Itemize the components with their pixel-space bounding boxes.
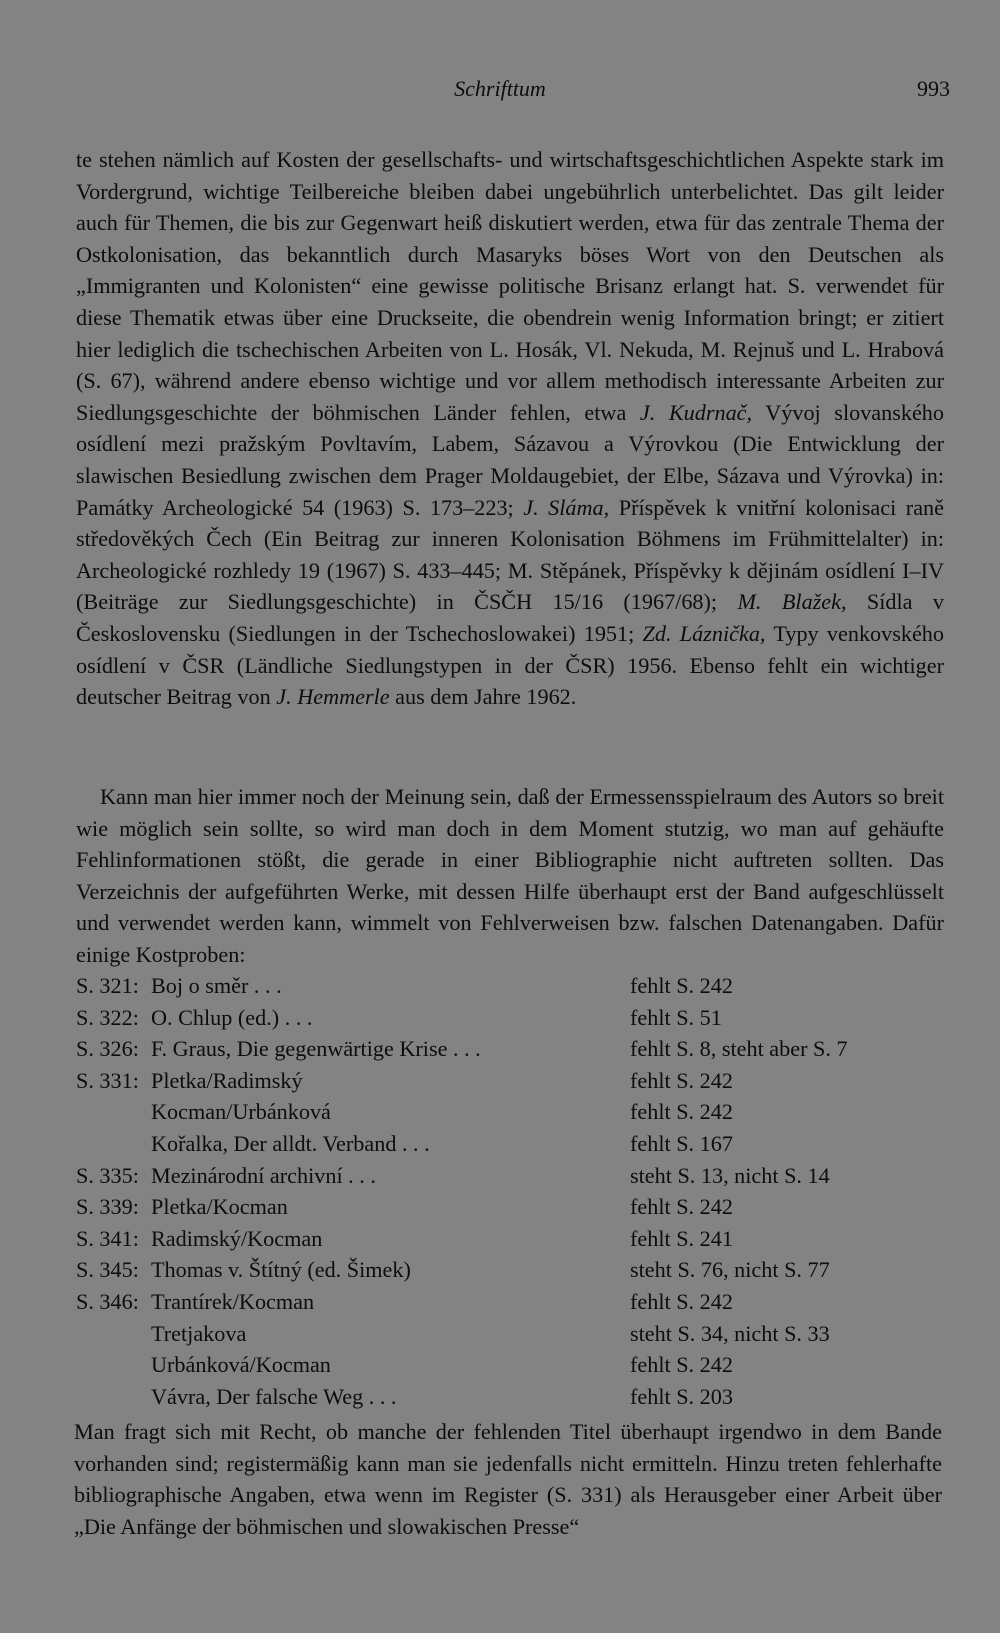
errata-title: Kocman/Urbánková	[151, 1099, 331, 1125]
errata-title: F. Graus, Die gegenwärtige Krise . . .	[151, 1036, 481, 1062]
errata-status: fehlt S. 8, steht aber S. 7	[630, 1036, 848, 1062]
errata-title: O. Chlup (ed.) . . .	[151, 1004, 313, 1030]
errata-page-ref: S. 339:	[76, 1194, 139, 1220]
errata-row	[76, 1128, 944, 1160]
paragraph-text: Man fragt sich mit Recht, ob manche der fehlenden Titel überhaupt irgendwo in dem Bande vorhanden sind; registermäßig kann man sie jedenfalls nicht ermitteln. Hinzu treten fehlerhafte bibliographische Angaben, etwa wenn im Register (S. 331) als Herausgeber einer Arbeit über „Die Anfänge der böhmischen und slowakischen Presse“	[74, 1419, 942, 1539]
author-name: J. Kudrnač,	[639, 399, 753, 425]
errata-row	[76, 1160, 944, 1192]
errata-title: Radimský/Kocman	[151, 1225, 323, 1251]
errata-title: Kořalka, Der alldt. Verband . . .	[151, 1130, 430, 1156]
errata-row	[76, 1286, 944, 1318]
errata-row	[76, 1223, 944, 1255]
text-run: Sídla v Československu (Siedlungen in der Tschechoslowakei) 1951;	[76, 589, 944, 646]
errata-status: fehlt S. 242	[630, 1099, 733, 1125]
text-run: aus dem Jahre 1962.	[389, 684, 577, 710]
errata-row	[76, 1033, 944, 1065]
author-name: J. Hemmerle	[276, 684, 390, 710]
errata-row	[76, 1381, 944, 1413]
errata-row	[76, 1002, 944, 1034]
paragraph-ostkolonisation	[76, 144, 944, 713]
text-run: Vývoj slovanského osídlení mezi pražským Povltavím, Labem, Sázavou a Výrovkou (Die Entwicklung der slawischen Besiedlung zwischen dem Prager Moldaugebiet, der Elbe, Sázava und Výrovka) in: Památky Archeologické 54 (1963) S. 173–223;	[76, 399, 944, 520]
errata-status: fehlt S. 203	[630, 1383, 733, 1409]
errata-row	[76, 1254, 944, 1286]
errata-status: fehlt S. 242	[630, 1288, 733, 1314]
errata-page-ref: S. 326:	[76, 1036, 139, 1062]
running-header-title: Schrifttum	[454, 76, 546, 101]
errata-row	[76, 1318, 944, 1350]
text-run: Příspěvek k vnitřní kolonisaci raně středověkých Čech (Ein Beitrag zur inneren Kolonisation Böhmens im Frühmittelalter) in: Archeologické rozhledy 19 (1967) S. 433–445; M. Stěpánek, Příspěvky k dějinám osídlení I–IV (Beiträge zur Siedlungsgeschichte) in ČSČH 15/16 (1967/68);	[76, 494, 944, 615]
errata-status: fehlt S. 51	[630, 1004, 722, 1030]
errata-page-ref: S. 335:	[76, 1162, 139, 1188]
errata-status: fehlt S. 242	[630, 1067, 733, 1093]
paragraph-text	[76, 144, 944, 713]
errata-status: steht S. 13, nicht S. 14	[630, 1162, 830, 1188]
errata-page-ref: S. 322:	[76, 1004, 139, 1030]
errata-row	[76, 970, 944, 1002]
errata-status: fehlt S. 242	[630, 1352, 733, 1378]
errata-status: steht S. 76, nicht S. 77	[630, 1257, 830, 1283]
paragraph-text: Kann man hier immer noch der Meinung sein, daß der Ermessensspielraum des Autors so breit wie möglich sein sollte, so wird man doch in dem Moment stutzig, wo man auf gehäufte Fehlinformationen stößt, die gerade in einer Bibliographie nicht auftreten sollten. Das Verzeichnis der aufgeführten Werke, mit dessen Hilfe überhaupt erst der Band aufgeschlüsselt und verwendet werden kann, wimmelt von Fehlverweisen bzw. falschen Datenangaben. Dafür einige Kostproben:	[76, 784, 944, 967]
errata-status: fehlt S. 242	[630, 1194, 733, 1220]
errata-title: Thomas v. Štítný (ed. Šimek)	[151, 1257, 411, 1283]
errata-status: fehlt S. 242	[630, 973, 733, 998]
errata-page-ref: S. 346:	[76, 1288, 139, 1314]
errata-page-ref: S. 331:	[76, 1067, 139, 1093]
errata-page-ref: S. 341:	[76, 1225, 139, 1251]
errata-list	[76, 970, 944, 1412]
text-run: te stehen nämlich auf Kosten der gesellschafts- und wirtschaftsgeschichtlichen Aspekte stark im Vordergrund, wichtige Teilbereiche bleiben dabei ungebührlich unterbelichtet. Das gilt leider auch für Themen, die bis zur Gegenwart heiß diskutiert werden, etwa für das zentrale Thema der Ostkolonisation, das bekanntlich durch Masaryks böses Wort von den Deutschen als „Immigranten und Kolonisten“ eine gewisse politische Brisanz erlangt hat. S. verwendet für diese Thematik etwas über eine Druckseite, die obendrein wenig Information bringt; er zitiert hier lediglich die tschechischen Arbeiten von L. Hosák, Vl. Nekuda, M. Rejnuš und L. Hrabová (S. 67), während andere ebenso wichtige und vor allem methodisch interessante Arbeiten zur Siedlungsgeschichte der böhmischen Länder fehlen, etwa	[76, 147, 944, 425]
errata-row	[76, 1349, 944, 1381]
errata-title: Pletka/Radimský	[151, 1067, 303, 1093]
paragraph-register	[74, 1416, 942, 1542]
errata-title: Urbánková/Kocman	[151, 1352, 331, 1378]
errata-title: Trantírek/Kocman	[151, 1288, 315, 1314]
text-run: Typy venkovského osídlení v ČSR (Ländliche Siedlungstypen in der ČSR) 1956. Ebenso fehlt ein wichtiger deutscher Beitrag von	[76, 620, 944, 710]
errata-title: Mezinárodní archivní . . .	[151, 1162, 376, 1188]
errata-status: steht S. 34, nicht S. 33	[630, 1320, 830, 1346]
errata-title: Pletka/Kocman	[151, 1194, 288, 1220]
author-name: J. Sláma,	[523, 494, 610, 520]
errata-title: Boj o směr . . .	[151, 973, 282, 998]
errata-page-ref: S. 345:	[76, 1257, 139, 1283]
errata-status: fehlt S. 167	[630, 1130, 733, 1156]
errata-title: Vávra, Der falsche Weg . . .	[151, 1383, 397, 1409]
paragraph-fehlinformationen	[76, 781, 944, 971]
errata-row	[76, 1191, 944, 1223]
errata-page-ref: S. 321:	[76, 973, 139, 998]
page-number: 993	[917, 76, 950, 101]
author-name: Zd. Láznička,	[642, 620, 766, 646]
errata-row	[76, 1065, 944, 1097]
errata-status: fehlt S. 241	[630, 1225, 733, 1251]
errata-title: Tretjakova	[151, 1320, 247, 1346]
errata-row	[76, 1096, 944, 1128]
author-name: M. Blažek,	[737, 589, 847, 615]
